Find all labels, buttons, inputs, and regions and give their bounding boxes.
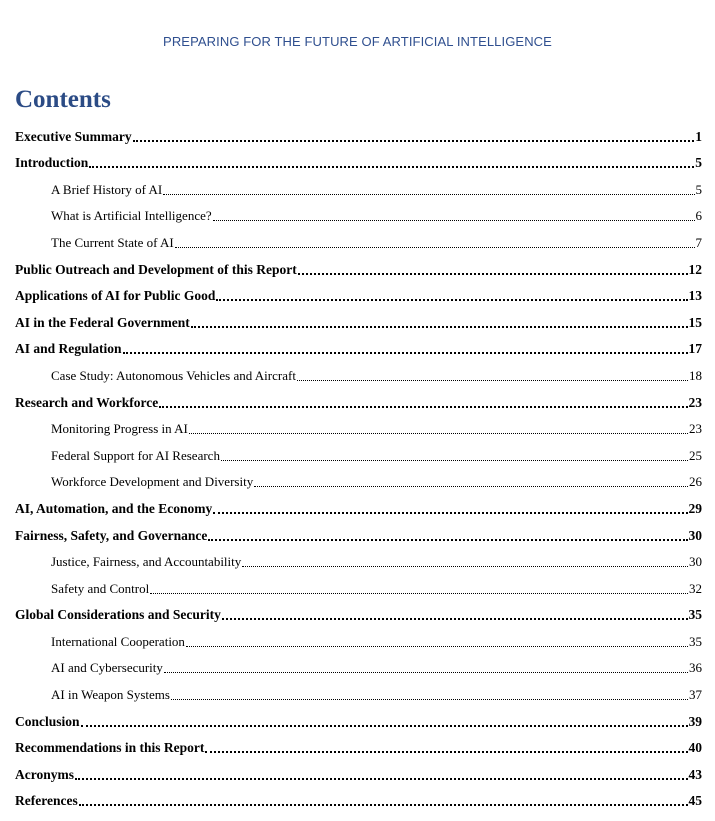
toc-dot-leader	[221, 448, 688, 461]
toc-entry-title: International Cooperation	[51, 633, 185, 649]
toc-entry-section[interactable]	[15, 148, 702, 175]
toc-entry-title: AI and Cybersecurity	[51, 660, 163, 676]
toc-dot-leader	[159, 394, 687, 408]
toc-dot-leader	[175, 235, 695, 248]
toc-entry-section[interactable]	[15, 733, 702, 760]
table-of-contents	[15, 121, 702, 812]
toc-entry-section[interactable]	[15, 387, 702, 414]
toc-entry-title: Case Study: Autonomous Vehicles and Aircraft	[51, 367, 296, 383]
toc-dot-leader	[213, 500, 687, 514]
toc-entry-subsection[interactable]	[15, 174, 702, 201]
toc-dot-leader	[164, 660, 688, 673]
toc-page-number: 7	[695, 234, 702, 250]
toc-dot-leader	[213, 208, 695, 221]
toc-entry-subsection[interactable]	[15, 679, 702, 706]
toc-page-number: 18	[689, 367, 702, 383]
toc-entry-title: AI in Weapon Systems	[51, 687, 170, 703]
toc-page-number: 30	[689, 554, 702, 570]
toc-entry-subsection[interactable]	[15, 414, 702, 441]
toc-entry-section[interactable]	[15, 281, 702, 308]
toc-page-number: 5	[695, 181, 702, 197]
toc-entry-title: Conclusion	[15, 713, 80, 729]
toc-page-number: 17	[688, 341, 702, 357]
toc-dot-leader	[133, 128, 695, 142]
toc-page-number: 39	[688, 713, 702, 729]
toc-entry-section[interactable]	[15, 493, 702, 520]
toc-page-number: 30	[688, 527, 702, 543]
toc-entry-title: AI in the Federal Government	[15, 314, 190, 330]
toc-page-number: 15	[688, 314, 702, 330]
toc-page-number: 29	[688, 500, 702, 516]
toc-entry-title: Public Outreach and Development of this Report	[15, 261, 297, 277]
toc-entry-section[interactable]	[15, 307, 702, 334]
toc-entry-title: Global Considerations and Security	[15, 607, 221, 623]
toc-page-number: 1	[695, 128, 702, 144]
toc-dot-leader	[216, 288, 687, 302]
toc-dot-leader	[123, 341, 688, 355]
toc-page-number: 26	[689, 474, 702, 490]
contents-heading: Contents	[15, 86, 111, 113]
toc-entry-subsection[interactable]	[15, 573, 702, 600]
toc-page-number: 6	[695, 208, 702, 224]
toc-dot-leader	[191, 314, 688, 328]
toc-page-number: 25	[689, 447, 702, 463]
toc-entry-section[interactable]	[15, 759, 702, 786]
toc-dot-leader	[79, 793, 688, 807]
toc-entry-title: Acronyms	[15, 766, 74, 782]
toc-entry-title: Monitoring Progress in AI	[51, 421, 188, 437]
toc-entry-subsection[interactable]	[15, 440, 702, 467]
toc-entry-title: Introduction	[15, 155, 89, 171]
toc-entry-title: Fairness, Safety, and Governance	[15, 527, 208, 543]
toc-page-number: 32	[689, 580, 702, 596]
toc-entry-subsection[interactable]	[15, 227, 702, 254]
toc-entry-title: The Current State of AI	[51, 234, 174, 250]
toc-page-number: 45	[688, 793, 702, 809]
toc-entry-section[interactable]	[15, 600, 702, 627]
toc-page-number: 35	[689, 633, 702, 649]
toc-entry-subsection[interactable]	[15, 547, 702, 574]
toc-dot-leader	[208, 527, 687, 541]
toc-entry-title: AI, Automation, and the Economy	[15, 500, 213, 516]
toc-dot-leader	[242, 554, 688, 567]
toc-dot-leader	[171, 687, 688, 700]
toc-entry-subsection[interactable]	[15, 653, 702, 680]
toc-entry-section[interactable]	[15, 706, 702, 733]
toc-entry-section[interactable]	[15, 121, 702, 148]
toc-dot-leader	[189, 421, 688, 434]
toc-entry-title: Applications of AI for Public Good	[15, 288, 216, 304]
toc-entry-subsection[interactable]	[15, 626, 702, 653]
toc-dot-leader	[75, 766, 688, 780]
toc-entry-title: A Brief History of AI	[51, 181, 163, 197]
toc-dot-leader	[254, 474, 688, 487]
toc-page-number: 23	[689, 421, 702, 437]
toc-entry-section[interactable]	[15, 254, 702, 281]
toc-entry-section[interactable]	[15, 334, 702, 361]
toc-page-number: 35	[688, 607, 702, 623]
toc-dot-leader	[297, 368, 688, 381]
toc-dot-leader	[186, 634, 688, 647]
toc-entry-title: Federal Support for AI Research	[51, 447, 220, 463]
toc-dot-leader	[150, 581, 688, 594]
toc-entry-title: Recommendations in this Report	[15, 740, 205, 756]
toc-page-number: 43	[688, 766, 702, 782]
toc-entry-subsection[interactable]	[15, 467, 702, 494]
toc-page-number: 36	[689, 660, 702, 676]
toc-dot-leader	[205, 740, 687, 754]
toc-entry-title: AI and Regulation	[15, 341, 122, 357]
toc-entry-title: References	[15, 793, 78, 809]
toc-page-number: 5	[695, 155, 702, 171]
toc-page-number: 37	[689, 687, 702, 703]
toc-entry-section[interactable]	[15, 520, 702, 547]
toc-entry-subsection[interactable]	[15, 201, 702, 228]
toc-page-number: 12	[688, 261, 702, 277]
running-header: PREPARING FOR THE FUTURE OF ARTIFICIAL INTELLIGENCE	[163, 34, 552, 49]
toc-dot-leader	[222, 607, 688, 621]
toc-page-number: 40	[688, 740, 702, 756]
toc-entry-title: Research and Workforce	[15, 394, 159, 410]
toc-entry-title: Justice, Fairness, and Accountability	[51, 554, 242, 570]
toc-page-number: 23	[688, 394, 702, 410]
toc-entry-title: Workforce Development and Diversity	[51, 474, 254, 490]
toc-entry-title: Safety and Control	[51, 580, 150, 596]
toc-entry-section[interactable]	[15, 786, 702, 813]
toc-dot-leader	[81, 713, 688, 727]
toc-dot-leader	[163, 182, 694, 195]
toc-entry-title: What is Artificial Intelligence?	[51, 208, 212, 224]
toc-dot-leader	[298, 261, 688, 275]
toc-dot-leader	[89, 155, 694, 169]
toc-page-number: 13	[688, 288, 702, 304]
toc-entry-title: Executive Summary	[15, 128, 132, 144]
toc-entry-subsection[interactable]	[15, 360, 702, 387]
